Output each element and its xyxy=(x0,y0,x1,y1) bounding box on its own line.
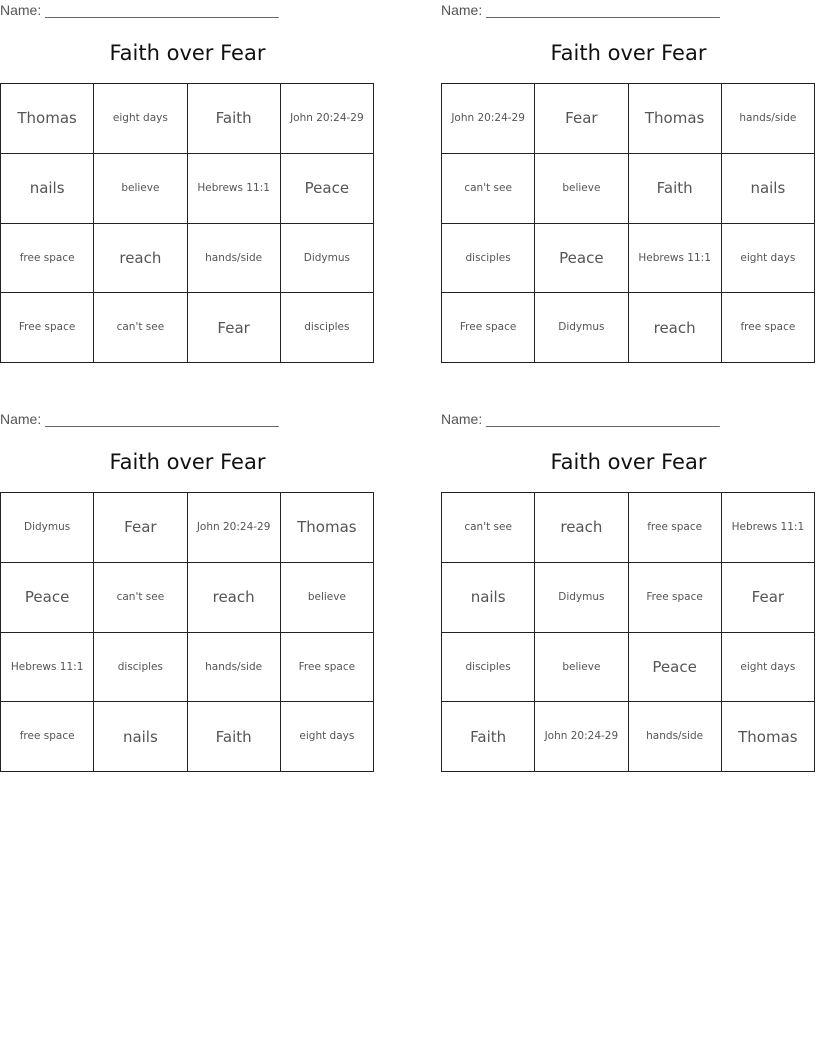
bingo-grid xyxy=(0,83,374,363)
bingo-cell[interactable]: Peace xyxy=(280,153,373,223)
name-field[interactable]: Name: ______________________________ xyxy=(441,2,720,18)
grid-row xyxy=(442,223,815,293)
bingo-grid xyxy=(0,492,374,772)
bingo-cell[interactable]: hands/side xyxy=(187,223,280,293)
grid-row xyxy=(442,562,815,632)
grid-row xyxy=(442,702,815,772)
bingo-cell[interactable]: Free space xyxy=(628,562,721,632)
bingo-cell[interactable]: can't see xyxy=(94,562,187,632)
bingo-cell[interactable]: John 20:24-29 xyxy=(442,84,535,154)
grid-row xyxy=(1,84,374,154)
bingo-cell[interactable]: Didymus xyxy=(280,223,373,293)
bingo-cell[interactable]: eight days xyxy=(94,84,187,154)
bingo-cell[interactable]: Didymus xyxy=(535,293,628,363)
bingo-cell[interactable]: Fear xyxy=(94,493,187,563)
bingo-cell[interactable]: disciples xyxy=(280,293,373,363)
card-title: Faith over Fear xyxy=(109,41,266,65)
bingo-cell[interactable]: can't see xyxy=(442,493,535,563)
bingo-cell[interactable]: disciples xyxy=(442,632,535,702)
card-title: Faith over Fear xyxy=(550,41,707,65)
grid-row xyxy=(442,493,815,563)
bingo-cell[interactable]: free space xyxy=(721,293,814,363)
grid-row xyxy=(1,153,374,223)
bingo-cell[interactable]: Peace xyxy=(535,223,628,293)
bingo-cell[interactable]: free space xyxy=(1,702,94,772)
bingo-cell[interactable]: Free space xyxy=(1,293,94,363)
grid-row xyxy=(442,153,815,223)
bingo-cell[interactable]: eight days xyxy=(721,223,814,293)
bingo-cell[interactable]: John 20:24-29 xyxy=(280,84,373,154)
bingo-cell[interactable]: nails xyxy=(1,153,94,223)
bingo-card-1 xyxy=(0,0,375,360)
bingo-card-3 xyxy=(0,409,375,769)
bingo-cell[interactable]: Hebrews 11:1 xyxy=(187,153,280,223)
bingo-card-2 xyxy=(441,0,816,360)
bingo-cell[interactable]: believe xyxy=(94,153,187,223)
bingo-cell[interactable]: Faith xyxy=(187,702,280,772)
bingo-cell[interactable]: reach xyxy=(535,493,628,563)
bingo-cell[interactable]: Fear xyxy=(535,84,628,154)
bingo-cell[interactable]: Thomas xyxy=(721,702,814,772)
bingo-cell[interactable]: disciples xyxy=(442,223,535,293)
bingo-cell[interactable]: free space xyxy=(628,493,721,563)
grid-row xyxy=(1,562,374,632)
bingo-cell[interactable]: nails xyxy=(442,562,535,632)
bingo-cell[interactable]: nails xyxy=(721,153,814,223)
bingo-grid xyxy=(441,492,815,772)
bingo-cell[interactable]: Peace xyxy=(628,632,721,702)
bingo-cell[interactable]: Faith xyxy=(628,153,721,223)
bingo-cell[interactable]: John 20:24-29 xyxy=(535,702,628,772)
bingo-cell[interactable]: disciples xyxy=(94,632,187,702)
grid-row xyxy=(442,84,815,154)
bingo-cell[interactable]: eight days xyxy=(721,632,814,702)
name-field[interactable]: Name: ______________________________ xyxy=(0,411,279,427)
bingo-cell[interactable]: hands/side xyxy=(721,84,814,154)
name-field[interactable]: Name: ______________________________ xyxy=(0,2,279,18)
bingo-cell[interactable]: Thomas xyxy=(1,84,94,154)
bingo-grid xyxy=(441,83,815,363)
bingo-cell[interactable]: Peace xyxy=(1,562,94,632)
bingo-cell[interactable]: believe xyxy=(535,153,628,223)
bingo-cell[interactable]: reach xyxy=(628,293,721,363)
name-field[interactable]: Name: ______________________________ xyxy=(441,411,720,427)
bingo-cell[interactable]: Fear xyxy=(721,562,814,632)
grid-row xyxy=(1,702,374,772)
bingo-cell[interactable]: can't see xyxy=(442,153,535,223)
bingo-cell[interactable]: John 20:24-29 xyxy=(187,493,280,563)
bingo-cell[interactable]: nails xyxy=(94,702,187,772)
bingo-cell[interactable]: Free space xyxy=(442,293,535,363)
bingo-cell[interactable]: Hebrews 11:1 xyxy=(1,632,94,702)
grid-row xyxy=(1,223,374,293)
card-title: Faith over Fear xyxy=(550,450,707,474)
bingo-cell[interactable]: Hebrews 11:1 xyxy=(628,223,721,293)
bingo-cell[interactable]: Free space xyxy=(280,632,373,702)
bingo-cell[interactable]: Faith xyxy=(187,84,280,154)
bingo-cell[interactable]: believe xyxy=(535,632,628,702)
bingo-cell[interactable]: Didymus xyxy=(535,562,628,632)
grid-row xyxy=(1,493,374,563)
bingo-cell[interactable]: reach xyxy=(94,223,187,293)
bingo-cell[interactable]: eight days xyxy=(280,702,373,772)
bingo-cell[interactable]: believe xyxy=(280,562,373,632)
bingo-cell[interactable]: Fear xyxy=(187,293,280,363)
bingo-cell[interactable]: Faith xyxy=(442,702,535,772)
bingo-cell[interactable]: Thomas xyxy=(280,493,373,563)
bingo-cell[interactable]: hands/side xyxy=(628,702,721,772)
bingo-cell[interactable]: Didymus xyxy=(1,493,94,563)
grid-row xyxy=(1,293,374,363)
bingo-cell[interactable]: Hebrews 11:1 xyxy=(721,493,814,563)
grid-row xyxy=(1,632,374,702)
card-title: Faith over Fear xyxy=(109,450,266,474)
bingo-cell[interactable]: reach xyxy=(187,562,280,632)
grid-row xyxy=(442,632,815,702)
bingo-cell[interactable]: hands/side xyxy=(187,632,280,702)
bingo-cell[interactable]: free space xyxy=(1,223,94,293)
bingo-cell[interactable]: Thomas xyxy=(628,84,721,154)
bingo-card-4 xyxy=(441,409,816,769)
grid-row xyxy=(442,293,815,363)
bingo-cell[interactable]: can't see xyxy=(94,293,187,363)
